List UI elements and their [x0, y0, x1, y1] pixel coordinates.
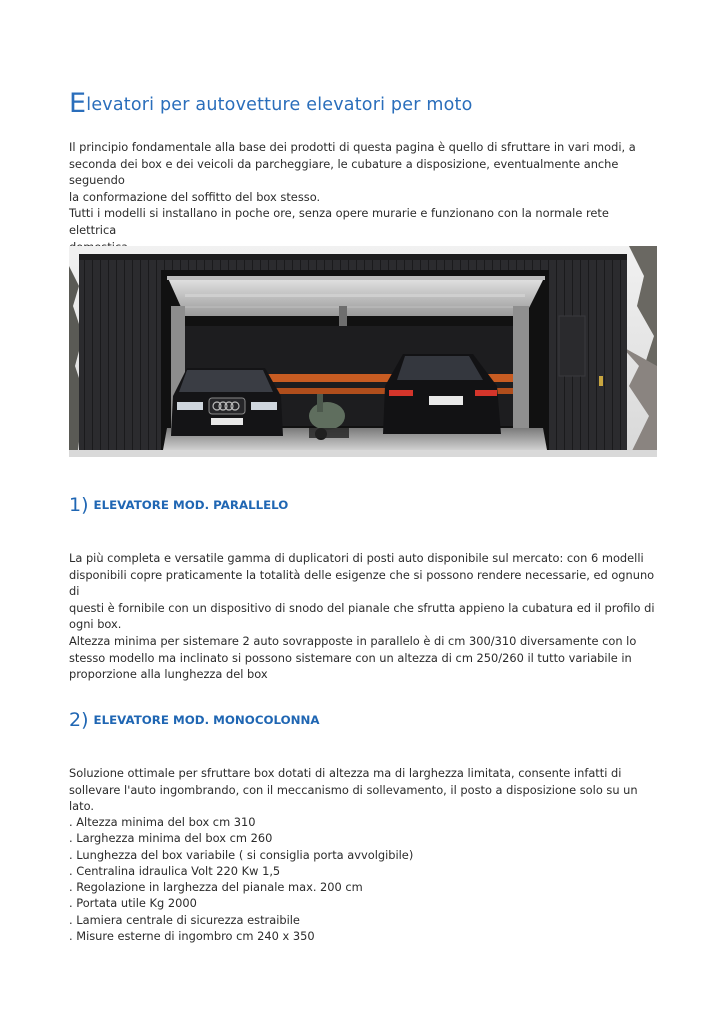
section-1-line: Altezza minima per sistemare 2 auto sovrapposte in parallelo è di cm 300/310 diversamente con lo — [69, 633, 637, 648]
section-1-number: 1) — [69, 494, 89, 516]
section-2-title: ELEVATORE MOD. MONOCOLONNA — [93, 713, 320, 727]
spec-item: . Lunghezza del box variabile ( si consiglia porta avvolgibile) — [69, 847, 414, 862]
spec-item: . Larghezza minima del box cm 260 — [69, 831, 273, 846]
spec-item: . Misure esterne di ingombro cm 240 x 350 — [69, 929, 315, 944]
spec-item: . Altezza minima del box cm 310 — [69, 815, 256, 829]
title-text: levatori per autovetture elevatori per moto — [86, 95, 473, 115]
garage-photo — [69, 246, 657, 457]
section-1-line: disponibili copre praticamente la totalità delle esigenze che si possono rendere necessarie, ed ognuno di — [69, 567, 655, 599]
section-1-line: questi è fornibile con un dispositivo di snodo del pianale che sfrutta appieno la cubatura ed il profilo di — [69, 600, 655, 615]
spec-item: . Regolazione in larghezza del pianale max. 200 cm — [69, 880, 363, 895]
section-2-paragraph — [69, 765, 659, 815]
section-1-paragraph — [69, 550, 659, 683]
section-1-line: ogni box. — [69, 617, 122, 632]
intro-line: seconda dei box e dei veicoli da parcheggiare, le cubature a disposizione, eventualmente anche seguendo — [69, 156, 619, 188]
section-2-number: 2) — [69, 709, 89, 731]
section-2-heading — [69, 704, 320, 732]
intro-line: Tutti i modelli si installano in poche ore, senza opere murarie e funzionano con la normale rete elettrica — [69, 206, 609, 237]
section-2-line: sollevare l'auto ingombrando, con il meccanismo di sollevamento, il posto a disposizione solo su un lato. — [69, 782, 638, 814]
section-1-line: proporzione alla lunghezza del box — [69, 667, 268, 682]
spec-item: . Lamiera centrale di sicurezza estraibile — [69, 912, 300, 927]
intro-paragraph — [69, 139, 659, 255]
page-title — [69, 88, 472, 119]
title-initial: E — [69, 88, 87, 119]
spec-item: . Centralina idraulica Volt 220 Kw 1,5 — [69, 863, 281, 878]
intro-line: Il principio fondamentale alla base dei prodotti di questa pagina è quello di sfruttare in vari modi, a — [69, 140, 636, 154]
section-1-title: ELEVATORE MOD. PARALLELO — [93, 498, 289, 512]
section-1-heading — [69, 489, 288, 517]
section-1-line: La più completa e versatile gamma di duplicatori di posti auto disponibile sul mercato: con 6 modelli — [69, 551, 644, 565]
spec-item: . Portata utile Kg 2000 — [69, 896, 197, 911]
intro-line: la conformazione del soffitto del box stesso. — [69, 189, 321, 204]
spec-list — [69, 814, 413, 944]
section-2-line: Soluzione ottimale per sfruttare box dotati di altezza ma di larghezza limitata, consente infatti di — [69, 766, 622, 780]
section-1-line: stesso modello ma inclinato si possono sistemare con un altezza di cm 250/260 il tutto variabile in — [69, 650, 632, 665]
